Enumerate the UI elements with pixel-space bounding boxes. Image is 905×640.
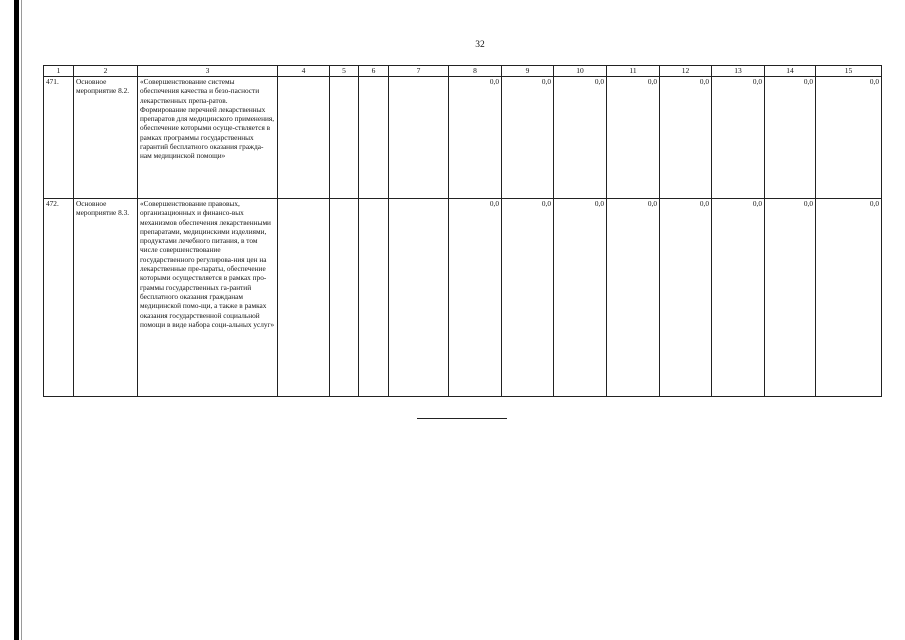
empty-cell [359,77,389,199]
empty-cell [330,77,359,199]
value-cell: 0,0 [712,199,765,397]
value-cell: 0,0 [660,77,712,199]
value-cell: 0,0 [554,77,607,199]
value-cell: 0,0 [449,77,502,199]
empty-cell [359,199,389,397]
col-header: 13 [712,66,765,77]
separator-line [417,418,507,419]
col-header: 7 [389,66,449,77]
scan-edge-bar [14,0,19,640]
col-header: 10 [554,66,607,77]
row-description: «Совершенствование правовых, организационных и финансо-вых механизмов обеспечения лекарственными препаратами, медицинскими изделиями, продуктами лечебного питания, в том числе совершенствование государственного регулирова-ния цен на лекарственные пре-параты, обеспечение которыми осуществляется в рамках про-граммы государственных га-рантий бесплатного оказания гражданам медицинской помо-щи, а также в рамках оказания государственной социальной помощи в виде набора соци-альных услуг» [138,199,278,397]
row-name: Основное мероприятие 8.2. [74,77,138,199]
table-row [44,77,882,199]
empty-cell [278,199,330,397]
row-number: 471. [44,77,74,199]
col-header: 12 [660,66,712,77]
value-cell: 0,0 [502,199,554,397]
value-cell: 0,0 [449,199,502,397]
col-header: 15 [816,66,882,77]
empty-cell [330,199,359,397]
value-cell: 0,0 [816,199,882,397]
empty-cell [389,77,449,199]
value-cell: 0,0 [765,77,816,199]
col-header: 5 [330,66,359,77]
row-name: Основное мероприятие 8.3. [74,199,138,397]
scan-edge-line [21,0,22,640]
row-description: «Совершенствование системы обеспечения качества и безо-пасности лекарственных препа-ратов. Формирование перечней лекарственных препаратов для медицинского применения, обеспечение которыми осуще-ствляется в рамках программы государственных гарантий бесплатного оказания гражда-нам медицинской помощи» [138,77,278,199]
col-header: 1 [44,66,74,77]
col-header: 6 [359,66,389,77]
value-cell: 0,0 [712,77,765,199]
header-row [44,66,882,77]
page-number: 32 [475,40,485,50]
col-header: 11 [607,66,660,77]
col-header: 2 [74,66,138,77]
row-number: 472. [44,199,74,397]
budget-table [43,65,882,397]
col-header: 9 [502,66,554,77]
value-cell: 0,0 [554,199,607,397]
value-cell: 0,0 [660,199,712,397]
col-header: 3 [138,66,278,77]
value-cell: 0,0 [502,77,554,199]
value-cell: 0,0 [816,77,882,199]
table-row [44,199,882,397]
value-cell: 0,0 [607,77,660,199]
empty-cell [278,77,330,199]
col-header: 8 [449,66,502,77]
empty-cell [389,199,449,397]
value-cell: 0,0 [765,199,816,397]
col-header: 14 [765,66,816,77]
col-header: 4 [278,66,330,77]
value-cell: 0,0 [607,199,660,397]
